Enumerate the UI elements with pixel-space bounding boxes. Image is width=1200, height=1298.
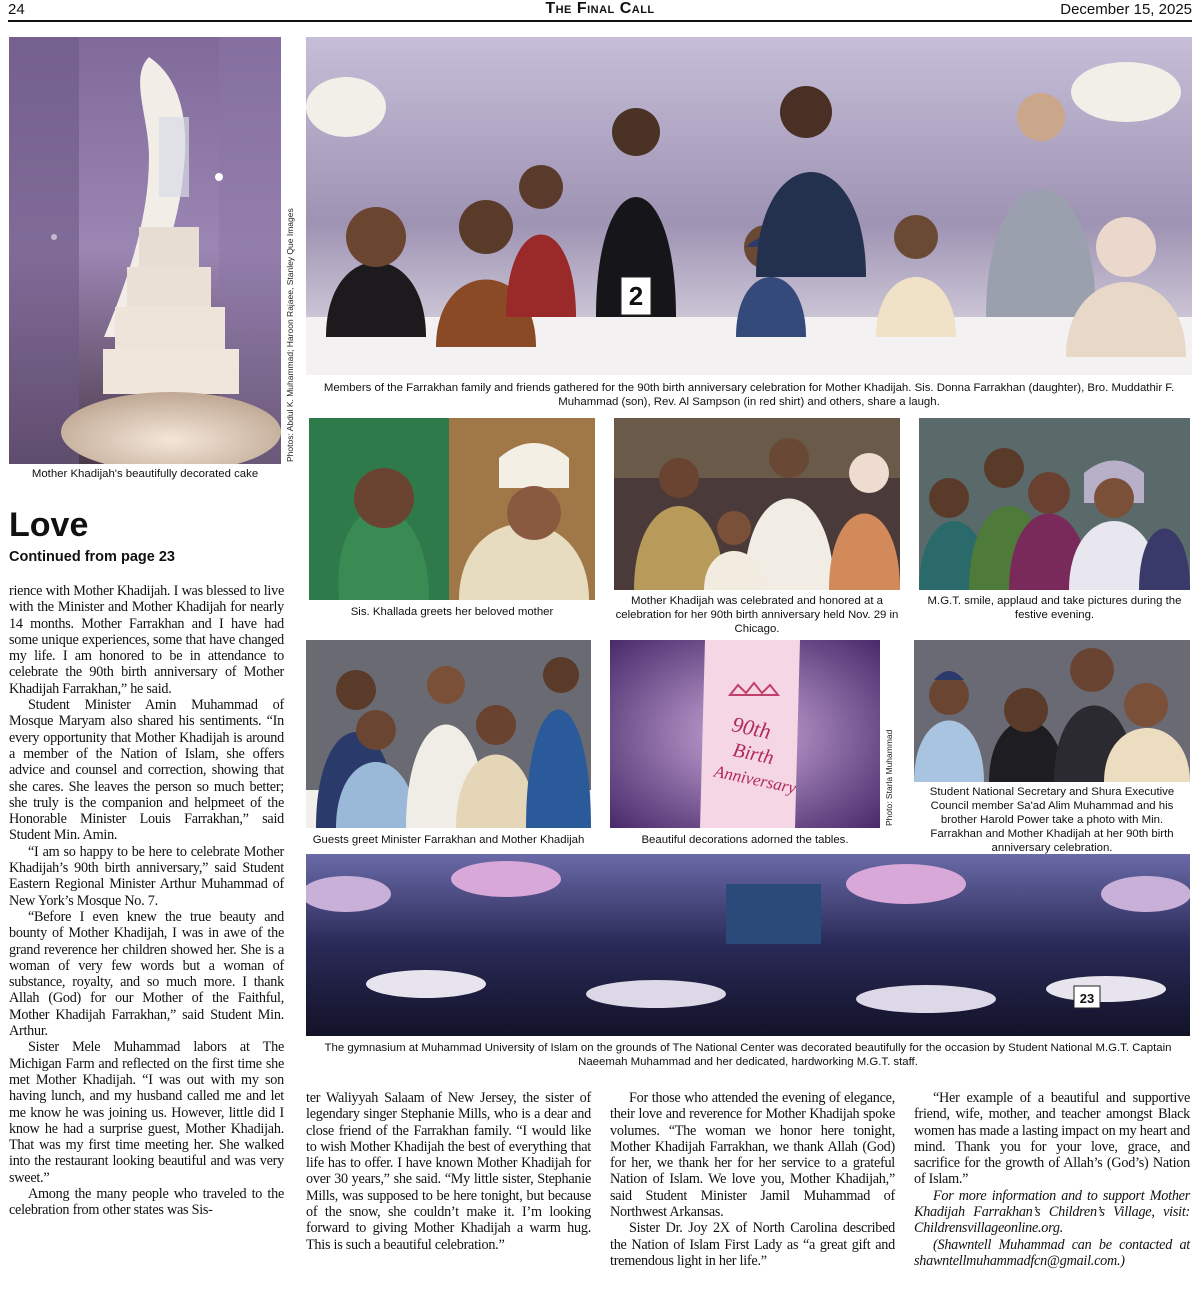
col4-paragraph: “Her example of a beautiful and supportive friend, wife, mother, and teacher amongst Black women has made a lasting impact on my heart and mind. Thank you for your love, grace, and sacrifice for the growth of Allah’s (God’s) Nation of Islam.”: [914, 1090, 1190, 1188]
guests-photo: [306, 640, 591, 828]
gym-caption: The gymnasium at Muhammad University of Islam on the grounds of The National Center was decorated beautifully for the occasion by Student National M.G.T. Captain Naeemah Muhammad and her dedicated, hardworking M.G.T. staff.: [324, 1042, 1172, 1068]
gym-photo: [306, 854, 1190, 1036]
article-headline: Love: [9, 506, 89, 544]
col1-paragraph: “I am so happy to be here to celebrate Mother Khadijah’s 90th birth anniversary,” said Student Eastern Regional Minister Arthur Muhammad of New York’s Mosque No. 7.: [9, 843, 284, 909]
honored-photo: [614, 418, 900, 590]
guests-caption: Guests greet Minister Farrakhan and Mother Khadijah: [312, 834, 585, 846]
article-column-3: [610, 1090, 895, 1269]
mgt-photo: [919, 418, 1190, 590]
mgt-caption: M.G.T. smile, applaud and take pictures during the festive evening.: [927, 595, 1182, 621]
khallada-caption: Sis. Khallada greets her beloved mother: [350, 606, 554, 618]
article-column-1: [9, 583, 284, 1219]
cake-photo: [9, 37, 281, 464]
publication-name: The Final Call: [545, 0, 655, 17]
secretary-caption: Student National Secretary and Shura Executive Council member Sa'ad Alim Muhammad and his brother Harold Power take a photo with Min. Farrakhan and Mother Khadijah at her 90th birth anniversary celebration.: [929, 786, 1175, 854]
napkin-photo: [610, 640, 880, 828]
gym-table-number: 23: [1079, 991, 1095, 1006]
col1-paragraph: Student Minister Amin Muhammad of Mosque Maryam also shared his sentiments. “In every opportunity that Mother Khadijah is around a member of the Nation of Islam, she offers advice and counsel and correction, showing that she cares. She leaves the person so much better; she truly is the companion and helpmeet of the Honorable Minister Louis Farrakhan,” said Student Min. Amin.: [9, 697, 284, 844]
col3-paragraph: For those who attended the evening of elegance, their love and reverence for Mother Khadijah spoke volumes. “The woman we honor here tonight, Mother Khadijah Farrakhan, we thank Allah (God) for her, we thank her for her service to a grateful Nation of Islam. We love you, Mother Khadijah,” said Student Minister Jamil Muhammad of Northwest Arkansas.: [610, 1090, 895, 1221]
col1-paragraph: rience with Mother Khadijah. I was blessed to live with the Minister and Mother Khadijah for nearly 14 months. Mother Farrakhan and I have had some unique experiences, some that have changed my life. I am honored to be in attendance to celebrate the 90th birth anniversary of Mother Khadijah Farrakhan,” he said.: [9, 583, 284, 697]
author-contact-paragraph: (Shawntell Muhammad can be contacted at shawntellmuhammadfcn@gmail.com.): [914, 1236, 1190, 1269]
honored-caption: Mother Khadijah was celebrated and honored at a celebration for her 90th birth anniversary held Nov. 29 in Chicago.: [615, 595, 899, 635]
page-number: 24: [8, 1, 25, 18]
article-column-4: [914, 1090, 1190, 1269]
continued-from-label: Continued from page 23: [9, 549, 175, 565]
col3-paragraph: Sister Dr. Joy 2X of North Carolina described the Nation of Islam First Lady as “a great gift and tremendous light in her life.”: [610, 1220, 895, 1269]
issue-date: December 15, 2025: [1060, 1, 1192, 18]
napkin-text-anniversary: Anniversary: [712, 761, 798, 798]
napkin-caption: Beautiful decorations adorned the tables.: [641, 834, 849, 846]
cake-caption: Mother Khadijah's beautifully decorated cake: [31, 468, 259, 480]
khallada-photo: [309, 418, 595, 600]
napkin-text-90th: 90th: [729, 711, 774, 744]
col1-paragraph: “Before I even knew the true beauty and bounty of Mother Khadijah, I was in awe of the grand reverence her children showed her. She is a woman of very few words but a woman of substance, royalty, and so much more. I thank Allah (God) for our Mother of the Faithful, Mother Khadijah Farrakhan,” said Student Min. Arthur.: [9, 908, 284, 1040]
col2-paragraph: ter Waliyyah Salaam of New Jersey, the sister of legendary singer Stephanie Mills, who is a dear and close friend of the Farrakhan family. “I would like to wish Mother Khadijah the best of everything that life has to offer. I have known Mother Khadijah for over 30 years,” she said. “My little sister, Stephanie Mills, was supposed to be here tonight, but because of the snow, she couldn’t make it. I’m looking forward to giving Mother Khadijah a warm hug. This is such a beautiful celebration.”: [306, 1090, 591, 1253]
main-caption: Members of the Farrakhan family and friends gathered for the 90th birth anniversary celebration for Mother Khadijah. Sis. Donna Farrakhan (daughter), Bro. Muddathir F. Muhammad (son), Rev. Al Sampson (in red shirt) and others, share a laugh.: [323, 382, 1175, 408]
main-table-number: 2: [628, 281, 644, 311]
photo-credit-napkin: Photo: Starla Muhammad: [884, 729, 894, 826]
napkin-text-birth: Birth: [730, 739, 776, 770]
col1-paragraph: Among the many people who traveled to the celebration from other states was Sis-: [9, 1185, 284, 1219]
photo-credit-left: Photos: Abdul K. Muhammad; Haroon Rajaee, Stanley Que Images: [285, 208, 295, 462]
page-header: [8, 0, 1192, 22]
secretary-photo: [914, 640, 1190, 782]
col1-paragraph: Sister Mele Muhammad labors at The Michigan Farm and reflected on the first time she met Mother Khadijah. “I was out with my son having lunch, and my husband called me and let me know he was joining us. However, little did I know he had a surprise guest, Mother Khadijah. That was my first time meeting her. She walked into the restaurant looking beautiful and was very sweet.”: [9, 1039, 284, 1186]
col4-info-paragraph: For more information and to support Mother Khadijah Farrakhan’s Children’s Village, visit: Childrensvillageonline.org.: [914, 1187, 1190, 1237]
main-photo: [306, 37, 1192, 375]
article-column-2: [306, 1090, 591, 1253]
